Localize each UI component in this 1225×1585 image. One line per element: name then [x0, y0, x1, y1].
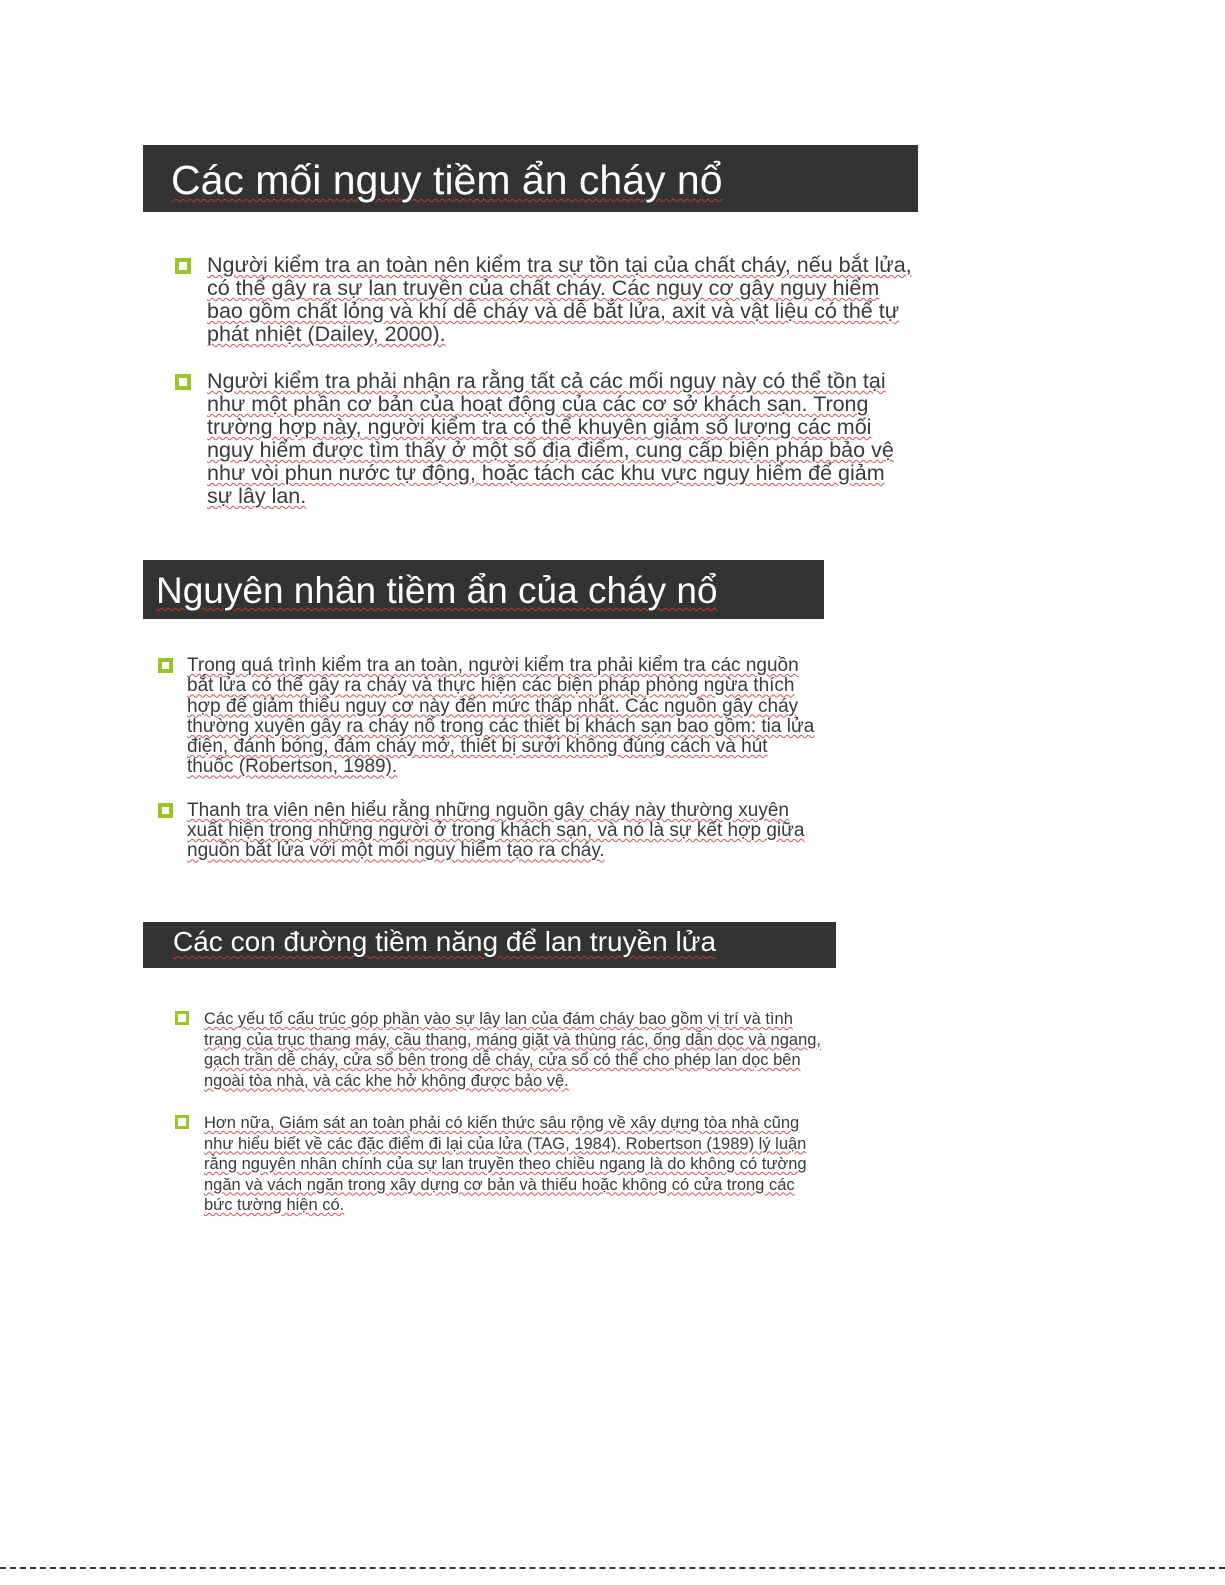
square-bullet-icon [175, 1011, 189, 1025]
square-bullet-icon [175, 1115, 189, 1129]
page-bottom-dashed-divider [0, 1567, 1225, 1569]
section-3-paragraph-1: Các yếu tố cấu trúc góp phần vào sự lây lan của đám cháy bao gồm vị trí và tình trạng của trục thang máy, cầu thang, máng giặt và thùng rác, ống dẫn dọc và ngang, gạch trần dễ cháy, cửa sổ bên trong dễ cháy, cửa sổ có thể cho phép lan dọc bên ngoài tòa nhà, và các khe hở không được bảo vệ. [204, 1010, 822, 1090]
square-bullet-icon [175, 258, 191, 274]
section-1-bullet-list [175, 254, 915, 532]
section-2-heading-banner [143, 560, 824, 619]
section-1-heading-banner [143, 145, 918, 212]
square-bullet-icon [175, 374, 191, 390]
section-3-bullet-list [175, 1009, 825, 1238]
section-2-paragraph-2: Thanh tra viên nên hiểu rằng những nguồn gây cháy này thường xuyên xuất hiện trong những người ở trong khách sạn, và nó là sự kết hợp giữa nguồn bắt lửa với một mối nguy hiểm tạo ra cháy. [187, 799, 805, 862]
section-3-bullet-1 [175, 1009, 825, 1091]
section-2-title: Nguyên nhân tiềm ẩn của cháy nổ [156, 570, 718, 611]
section-1-paragraph-2: Người kiểm tra phải nhận ra rằng tất cả các mối nguy này có thể tồn tại như một phần cơ bản của hoạt động của các cơ sở khách sạn. Trong trường hợp này, người kiểm tra có thể khuyên giảm số lượng các mối nguy hiểm được tìm thấy ở một số địa điểm, cung cấp biện pháp bảo vệ như vòi phun nước tự động, hoặc tách các khu vực nguy hiểm để giảm sự lây lan. [207, 369, 894, 508]
square-bullet-icon [158, 658, 173, 673]
section-1-paragraph-1: Người kiểm tra an toàn nên kiểm tra sự tồn tại của chất cháy, nếu bắt lửa, có thể gây ra sự lan truyền của chất cháy. Các nguy cơ gây nguy hiểm bao gồm chất lỏng và khí dễ cháy và dễ bắt lửa, axit và vật liệu có thể tự phát nhiệt (Dailey, 2000). [207, 253, 912, 346]
section-3-bullet-2 [175, 1113, 825, 1216]
section-2-bullet-1 [158, 656, 818, 778]
section-3-heading-banner [143, 922, 836, 968]
section-3-title: Các con đường tiềm năng để lan truyền lửa [173, 926, 717, 957]
section-1-title: Các mối nguy tiềm ẩn cháy nổ [171, 157, 723, 203]
section-2-paragraph-1: Trong quá trình kiểm tra an toàn, người kiểm tra phải kiểm tra các nguồn bắt lửa có thể gây ra cháy và thực hiện các biện pháp phòng ngừa thích hợp để giảm thiểu nguy cơ này đến mức thấp nhất. Các nguồn gây cháy thường xuyên gây ra cháy nổ trong các thiết bị khách sạn bao gồm: tia lửa điện, đánh bóng, đám cháy mở, thiết bị sưởi không đúng cách và hút thuốc (Robertson, 1989). [187, 655, 815, 778]
section-1-bullet-1 [175, 254, 915, 346]
section-2-bullet-list [158, 656, 818, 885]
square-bullet-icon [158, 803, 173, 818]
section-3-paragraph-2: Hơn nữa, Giám sát an toàn phải có kiến thức sâu rộng về xây dựng tòa nhà cũng như hiểu biết về các đặc điểm đi lại của lửa (TAG, 1984). Robertson (1989) lý luận rằng nguyên nhân chính của sự lan truyền theo chiều ngang là do không có tường ngăn và vách ngăn trong xây dựng cơ bản và thiếu hoặc không có cửa trong các bức tường hiện có. [204, 1114, 807, 1214]
section-1-bullet-2 [175, 370, 915, 508]
section-2-bullet-2 [158, 801, 818, 862]
